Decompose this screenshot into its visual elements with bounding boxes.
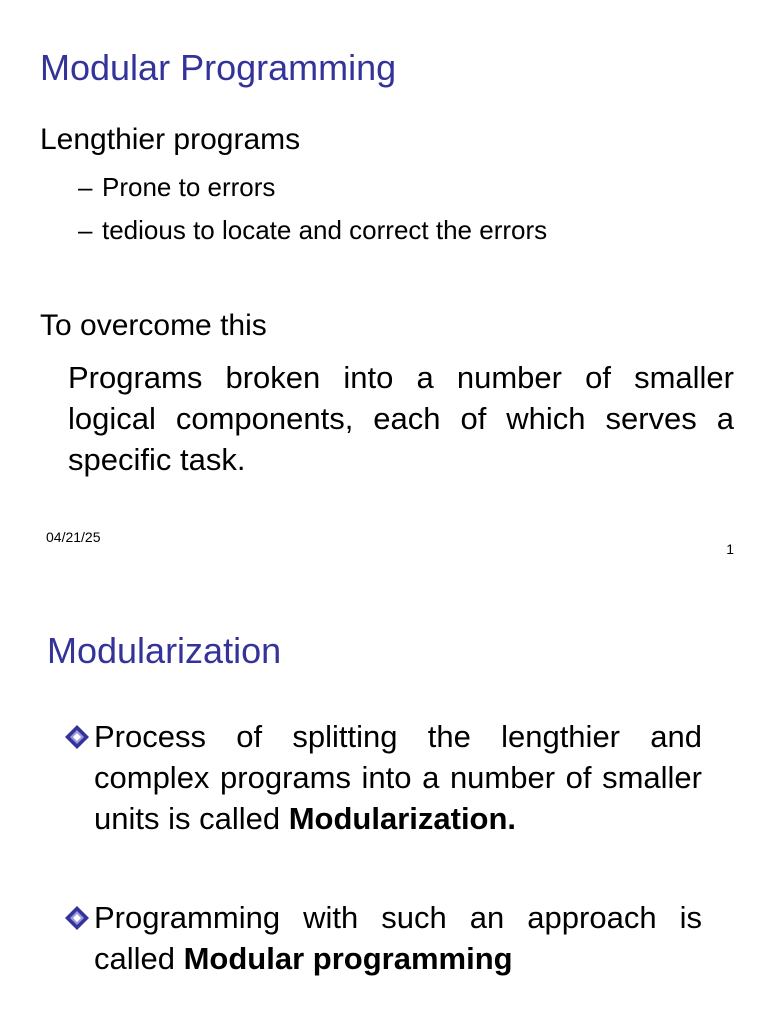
dash-marker: –: [78, 215, 93, 245]
dash-marker: –: [78, 172, 93, 202]
heading-lengthier-programs: Lengthier programs: [40, 123, 301, 156]
bullet-text: [94, 897, 702, 979]
bullet-text-bold: Modularization.: [288, 801, 517, 836]
page-number: 1: [726, 541, 734, 557]
footer-date: 04/21/25: [46, 529, 101, 545]
bullet-item: [64, 716, 702, 839]
diamond-bullet-icon: [64, 905, 90, 931]
sub-item-text: tedious to locate and correct the errors: [102, 215, 548, 245]
body-paragraph: Programs broken into a number of smaller logical components, each of which serves a specific task.: [68, 360, 734, 477]
bullet-text-bold: Modular programming: [183, 941, 513, 976]
bullet-text: [94, 716, 702, 839]
sub-item: [78, 172, 275, 202]
bullet-text-regular: Programming with such an approach is called: [94, 900, 702, 976]
slide-title: Modularization: [47, 630, 282, 671]
slide-title: Modular Programming: [40, 47, 397, 88]
slide-2: [0, 575, 768, 1024]
sub-item: [78, 215, 547, 245]
heading-to-overcome: To overcome this: [40, 309, 267, 342]
diamond-bullet-icon: [64, 724, 90, 750]
bullet-text-regular: Process of splitting the lengthier and complex programs into a number of smaller units is called: [94, 719, 702, 836]
bullet-item: [64, 897, 702, 979]
sub-item-text: Prone to errors: [102, 172, 276, 202]
